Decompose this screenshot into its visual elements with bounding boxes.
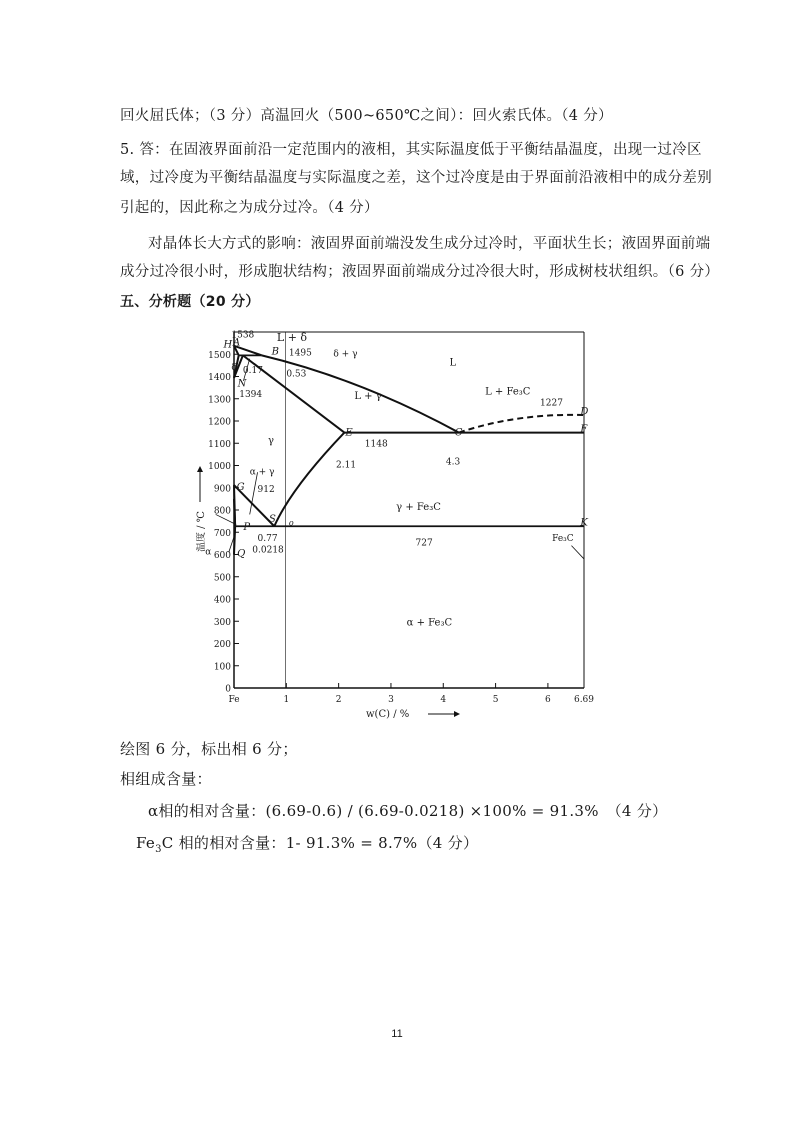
region-delta: δ [231,362,237,373]
point-H: H [223,339,233,351]
paragraph-line: 5. 答：在固液界面前沿一定范围内的液相，其实际温度低于平衡结晶温度，出现一过冷区 [120,142,702,158]
region-L-delta: L + δ [276,330,308,344]
x-tick-label: 5 [492,695,499,705]
answer-line: 相组成含量： [120,770,212,788]
y-tick-label: 1400 [208,373,231,383]
value-727: 727 [415,538,433,549]
region-delta-gamma: δ + γ [333,349,358,360]
y-tick-label: 300 [213,617,231,628]
value-0.53: 0.53 [286,369,307,380]
phase-lines [213,346,584,561]
point-B: B [271,346,280,358]
y-tick-label: 1300 [208,395,231,406]
answer-line: α相的相对含量：(6.69-0.6) / (6.69-0.0218) ×100% = 91.3% （4 分） [148,802,668,820]
answer-text: C 相的相对含量：1- 91.3% = 8.7%（4 分） [161,834,479,852]
value-1227: 1227 [540,398,563,409]
value-1148: 1148 [364,439,388,450]
x-tick-label: 6.69 [573,695,595,705]
value-912: 912 [257,485,275,496]
answer-line: 绘图 6 分，标出相 6 分； [120,740,298,758]
point-C: C [454,427,463,439]
point-N: N [237,378,247,390]
y-tick-label: 1500 [208,350,231,361]
fe3c-pointer [571,546,584,559]
value-2.11: 2.11 [336,460,357,471]
paragraph-line: 域，过冷度为平衡结晶温度与实际温度之差，这个过冷度是由于界面前沿液相中的成分差别 [120,170,712,186]
fe-text: Fe [136,834,156,852]
y-tick-label: 1100 [208,439,231,450]
region-L-gamma: L + γ [354,390,382,402]
point-P: P [243,522,251,534]
y-tick-label: 100 [213,662,231,673]
subscript: 3 [155,844,162,855]
x-tick-label: 6 [545,695,551,705]
y-tick-label: 700 [213,528,231,539]
region-L-Fe3C: L + Fe₃C [485,386,531,398]
y-tick-label: 800 [213,506,231,517]
solvus-ES [274,433,344,527]
y-tick-label: 500 [213,573,231,584]
paragraph-line: 成分过冷很小时，形成胞状结构；液固界面前端成分过冷很大时，形成树枝状组织。（6 分） [120,264,720,280]
phase-labels [205,331,588,629]
region-alpha: α [205,547,212,558]
region-L: L [449,357,457,369]
x-tick-label: Fe [228,695,240,705]
point-K: K [580,517,588,529]
point-A: A [232,337,241,349]
x-ticks [228,683,594,705]
region-gamma-Fe3C: γ + Fe₃C [396,502,441,513]
value-0.77: 0.77 [257,534,278,545]
section-title: 五、分析题（20 分） [120,294,260,310]
point-S: S [269,514,276,526]
region-alpha-Fe3C: α + Fe₃C [406,617,453,629]
value-0.17: 0.17 [242,366,263,377]
paragraph-line: 回火屈氏体；（3 分）高温回火（500~650℃之间）：回火索氏体。（4 分） [120,108,613,124]
y-tick-label: 900 [213,484,231,495]
x-tick-label: 2 [335,695,342,705]
value-4.3: 4.3 [445,457,461,468]
y-tick-label: 600 [213,551,231,561]
answer-line [136,832,478,855]
x-tick-label: 4 [440,695,447,705]
paragraph-line: 对晶体长大方式的影响：液固界面前端没发生成分过冷时，平面状生长；液固界面前端 [148,236,711,252]
point-D: D [580,406,589,418]
y-axis-arrow-head [197,466,203,472]
line-GP2 [234,499,235,526]
point-E: E [345,427,353,439]
y-tick-label: 0 [225,684,231,695]
region-Fe3C: Fe₃C [552,534,574,545]
paragraph-line: 引起的，因此称之为成分过冷。（4 分） [120,200,379,216]
point-Q: Q [237,548,246,560]
point-G: G [236,481,245,493]
y-tick-label: 1000 [208,462,231,472]
y-tick-label: 400 [213,595,231,606]
value-1394: 1394 [239,389,263,400]
x-tick-label: 1 [283,695,290,705]
y-tick-label: 1200 [208,417,231,428]
liquidus-CD [459,415,584,433]
point-o: o [288,518,294,528]
solvus-PQ [234,526,235,554]
region-alpha-gamma: α + γ [249,467,275,478]
x-axis-arrow-head [454,711,460,717]
region-gamma: γ [268,435,274,447]
x-tick-label: 3 [388,695,394,705]
y-tick-label: 200 [213,640,231,650]
fe-c-phase-diagram [196,322,616,722]
point-F: F [580,424,588,436]
y-axis-label: 温度 / ℃ [196,511,207,552]
value-0.0218: 0.0218 [252,545,284,556]
value-1538: 1538 [231,330,255,341]
page-number: 11 [391,1028,403,1040]
x-axis-label: w(C) / % [366,709,410,720]
value-1495: 1495 [288,348,312,359]
